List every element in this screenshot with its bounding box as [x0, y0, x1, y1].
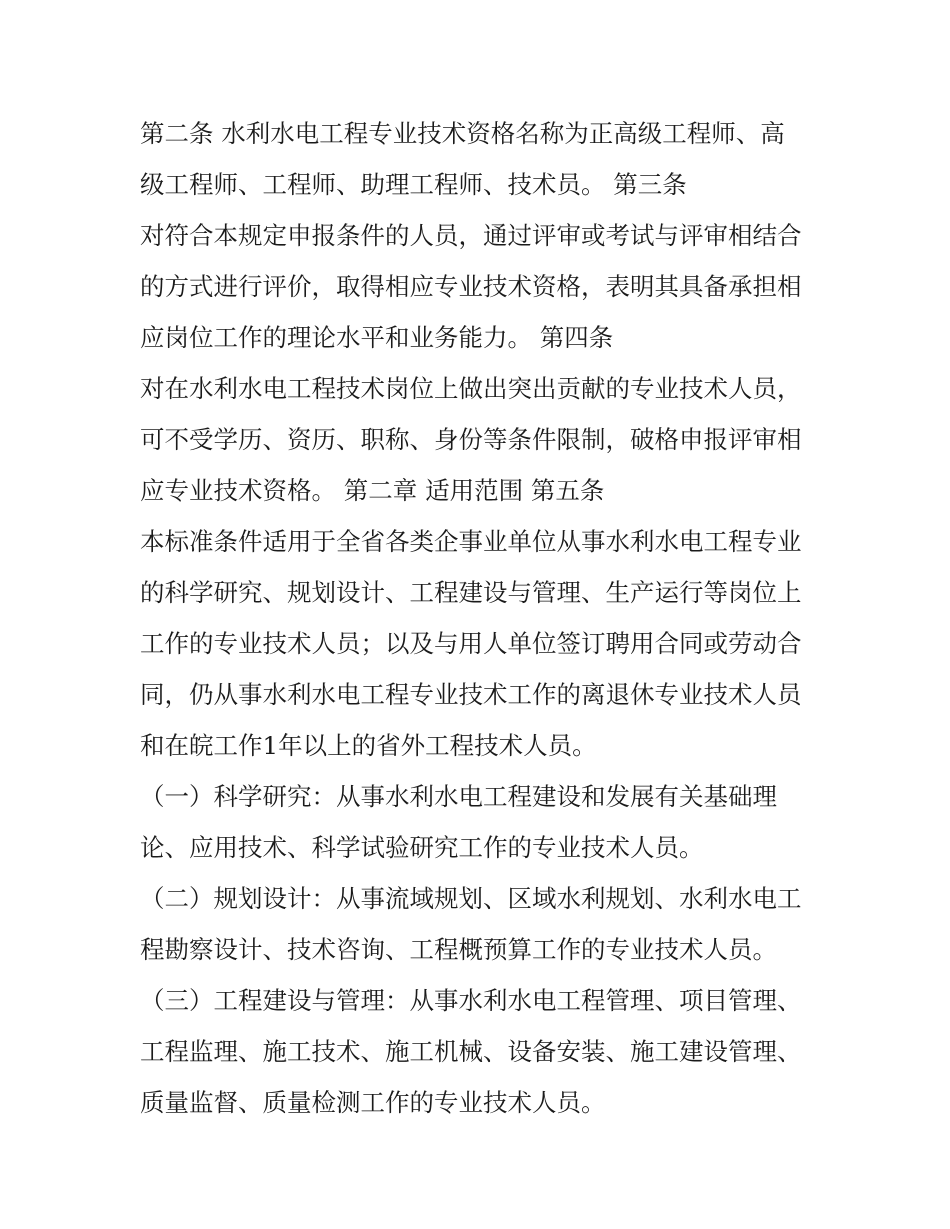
text-line-16: （二）规划设计：从事流域规划、区域水利规划、水利水电工: [140, 884, 802, 913]
text-line-5: 应岗位工作的理论水平和业务能力。 第四条: [140, 323, 614, 352]
text-line-18: （三）工程建设与管理：从事水利水电工程管理、项目管理、: [140, 986, 802, 1015]
text-line-20: 质量监督、质量检测工作的专业技术人员。: [140, 1088, 606, 1117]
text-line-17: 程勘察设计、技术咨询、工程概预算工作的专业技术人员。: [140, 935, 777, 964]
text-line-6: 对在水利水电工程技术岗位上做出突出贡献的专业技术人员，: [140, 374, 802, 403]
text-line-1: 第二条 水利水电工程专业技术资格名称为正高级工程师、高: [140, 119, 785, 148]
text-line-3: 对符合本规定申报条件的人员，通过评审或考试与评审相结合: [140, 221, 802, 250]
text-line-10: 的科学研究、规划设计、工程建设与管理、生产运行等岗位上: [140, 578, 802, 607]
text-line-9: 本标准条件适用于全省各类企事业单位从事水利水电工程专业: [140, 527, 802, 556]
text-line-2: 级工程师、工程师、助理工程师、技术员。 第三条: [140, 170, 687, 199]
document-body: [140, 108, 820, 1128]
text-line-14: （一）科学研究：从事水利水电工程建设和发展有关基础理: [140, 782, 777, 811]
text-line-15: 论、应用技术、科学试验研究工作的专业技术人员。: [140, 833, 704, 862]
text-line-13: 和在皖工作1年以上的省外工程技术人员。: [140, 731, 597, 760]
text-line-12: 同，仍从事水利水电工程专业技术工作的离退休专业技术人员: [140, 680, 802, 709]
text-line-11: 工作的专业技术人员；以及与用人单位签订聘用合同或劳动合: [140, 629, 802, 658]
text-line-8: 应专业技术资格。 第二章 适用范围 第五条: [140, 476, 605, 505]
text-line-4: 的方式进行评价，取得相应专业技术资格，表明其具备承担相: [140, 272, 802, 301]
text-line-7: 可不受学历、资历、职称、身份等条件限制，破格申报评审相: [140, 425, 802, 454]
text-line-19: 工程监理、施工技术、施工机械、设备安装、施工建设管理、: [140, 1037, 802, 1066]
